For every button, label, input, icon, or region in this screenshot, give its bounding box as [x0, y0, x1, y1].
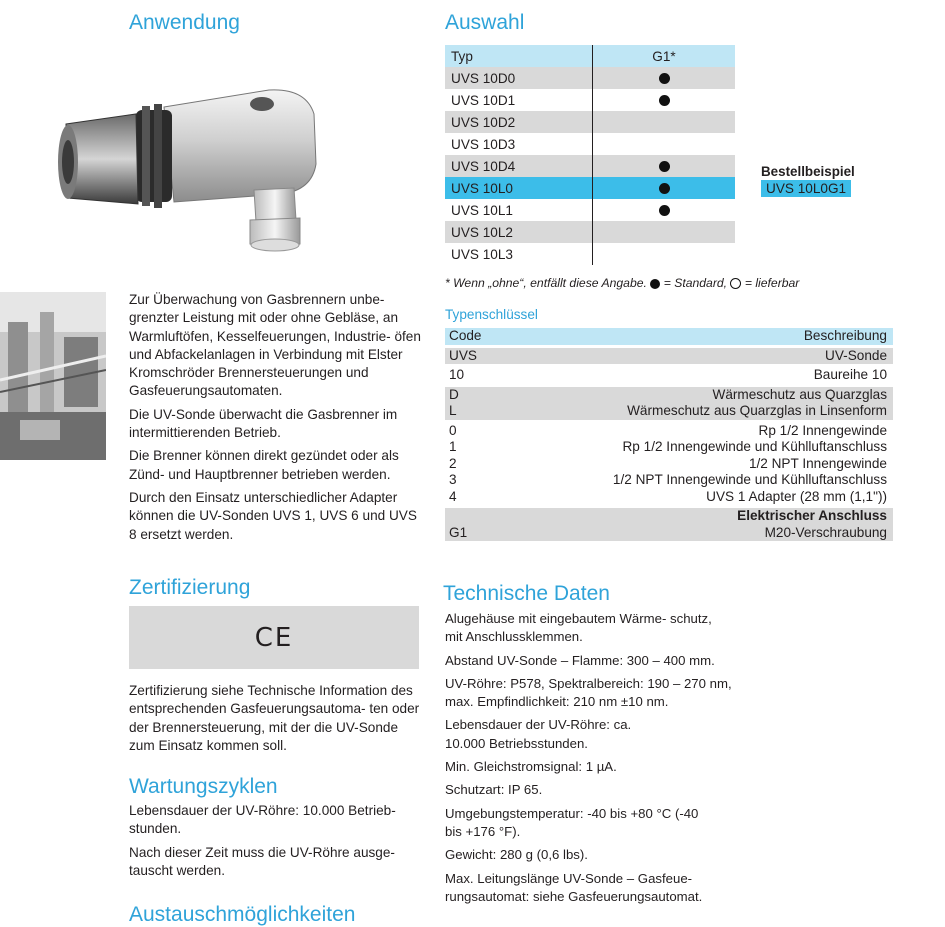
typ-cell: UVS 10D1	[445, 89, 593, 111]
code-cell: 4	[449, 488, 457, 504]
typ-row	[445, 489, 893, 506]
tech-paragraph: Alugehäuse mit eingebautem Wärme- schutz, mit Anschlussklemmen.	[445, 611, 712, 645]
standard-dot-icon	[659, 183, 670, 194]
typ-cell: UVS 10L3	[445, 243, 593, 265]
ce-mark: CE	[254, 622, 294, 653]
wartung-paragraph-1: Lebensdauer der UV-Röhre: 10.000 Betrieb- stunden.	[129, 803, 396, 837]
wartungszyklen-heading: Wartungszyklen	[129, 775, 278, 798]
standard-dot-icon	[659, 205, 670, 216]
desc-cell: Wärmeschutz aus Quarzglas in Linsenform	[627, 403, 887, 418]
code-cell: L	[449, 403, 457, 418]
bestellbeispiel-value: UVS 10L0G1	[761, 180, 851, 197]
g1-cell	[593, 199, 736, 221]
industrial-plant-photo	[0, 292, 106, 460]
g1-cell	[593, 67, 736, 89]
technische-daten-heading: Technische Daten	[443, 582, 610, 605]
desc-cell: UVS 1 Adapter (28 mm (1,1"))	[706, 488, 887, 504]
anwendung-paragraph-3: Die Brenner können direkt gezündet oder als Zünd- und Hauptbrenner betrieben werden.	[129, 448, 399, 482]
auswahl-row	[445, 155, 735, 177]
typ-cell: UVS 10L1	[445, 199, 593, 221]
auswahl-row	[445, 111, 735, 133]
auswahl-row	[445, 243, 735, 265]
bestellbeispiel-title: Bestellbeispiel	[761, 164, 855, 179]
ce-certificate-box	[129, 606, 419, 669]
tech-paragraph: Min. Gleichstromsignal: 1 µA.	[445, 759, 617, 775]
zertifizierung-heading: Zertifizierung	[129, 576, 251, 599]
standard-dot-icon	[659, 161, 670, 172]
footnote-text-a: * Wenn „ohne“, entfällt diese Angabe.	[445, 276, 647, 290]
standard-dot-icon	[650, 279, 660, 289]
code-cell: 2	[449, 455, 457, 471]
typ-header-row	[445, 328, 893, 345]
g1-cell	[593, 133, 736, 155]
auswahl-row	[445, 221, 735, 243]
desc-cell: 1/2 NPT Innengewinde	[748, 455, 887, 471]
tech-paragraph: Gewicht: 280 g (0,6 lbs).	[445, 847, 588, 863]
typ-row	[445, 367, 893, 384]
available-ring-icon	[730, 278, 741, 289]
auswahl-header-row	[445, 45, 735, 67]
anwendung-paragraph-2: Die UV-Sonde überwacht die Gasbrenner im intermittierenden Betrieb.	[129, 406, 398, 441]
g1-cell	[593, 221, 736, 243]
typ-cell: UVS 10D2	[445, 111, 593, 133]
desc-cell: Rp 1/2 Innengewinde und Kühlluftanschluss	[622, 439, 887, 454]
col-typ-header: Typ	[445, 45, 593, 67]
tech-paragraph: UV-Röhre: P578, Spektralbereich: 190 – 270 nm, max. Empfindlichkeit: 210 nm ±10 nm.	[445, 675, 732, 710]
typ-row	[445, 472, 893, 489]
auswahl-row	[445, 89, 735, 111]
uv-probe-product-image	[44, 52, 334, 257]
typ-row	[445, 456, 893, 473]
desc-cell: UV-Sonde	[825, 347, 887, 363]
code-cell: 3	[449, 472, 457, 487]
g1-cell	[593, 243, 736, 265]
typ-cell: UVS 10L2	[445, 221, 593, 243]
wartung-paragraph-2: Nach dieser Zeit muss die UV-Röhre ausge- tauscht werden.	[129, 844, 395, 878]
anwendung-heading: Anwendung	[129, 11, 240, 34]
g1-cell	[593, 155, 736, 177]
auswahl-table	[445, 45, 735, 265]
code-cell: 0	[449, 422, 457, 438]
anwendung-paragraph-4: Durch den Einsatz unterschiedlicher Adapter können die UV-Sonden UVS 1, UVS 6 und UVS 8 ersetzt werden.	[129, 489, 417, 542]
desc-cell: Wärmeschutz aus Quarzglas	[712, 386, 887, 402]
standard-dot-icon	[659, 95, 670, 106]
code-cell: 10	[449, 367, 465, 382]
auswahl-footnote	[445, 276, 799, 290]
code-header: Code	[449, 328, 482, 343]
typ-row	[445, 348, 893, 365]
standard-dot-icon	[659, 73, 670, 84]
elektrischer-anschluss-heading: Elektrischer Anschluss	[737, 508, 887, 523]
typ-cell: UVS 10D3	[445, 133, 593, 155]
zertifizierung-text: Zertifizierung siehe Technische Information des entsprechenden Gasfeuerungsautoma- ten oder der Brennersteuerung, mit der die UV-Sonde zum Einsatz kommen soll.	[129, 683, 420, 753]
code-cell: UVS	[449, 347, 477, 363]
typ-row	[445, 403, 893, 420]
typ-row	[445, 525, 893, 542]
desc-cell: Baureihe 10	[813, 367, 887, 382]
typ-row	[445, 508, 893, 525]
tech-paragraph: Max. Leitungslänge UV-Sonde – Gasfeue- rungsautomat: siehe Gasfeuerungsautomat.	[445, 870, 703, 904]
tech-paragraph: Lebensdauer der UV-Röhre: ca. 10.000 Betriebsstunden.	[445, 717, 632, 751]
typ-cell: UVS 10D0	[445, 67, 593, 89]
desc-cell: M20-Verschraubung	[764, 524, 887, 540]
desc-header: Beschreibung	[803, 328, 887, 343]
desc-cell: 1/2 NPT Innengewinde und Kühlluftanschluss	[612, 472, 887, 487]
tech-paragraph: Schutzart: IP 65.	[445, 782, 543, 798]
typ-cell: UVS 10D4	[445, 155, 593, 177]
footnote-text-c: = lieferbar	[744, 276, 800, 290]
code-cell: 1	[449, 439, 457, 454]
code-cell: G1	[449, 524, 468, 540]
typ-cell: UVS 10L0	[445, 177, 593, 199]
tech-paragraph: Umgebungstemperatur: -40 bis +80 °C (-40 bis +176 °F).	[445, 805, 699, 839]
desc-cell	[737, 508, 887, 525]
g1-cell	[593, 177, 736, 199]
auswahl-heading: Auswahl	[445, 11, 525, 34]
g1-cell	[593, 111, 736, 133]
code-cell: D	[449, 386, 459, 402]
typenschluessel-title: Typenschlüssel	[445, 307, 538, 322]
auswahl-row-selected	[445, 177, 735, 199]
auswahl-row	[445, 67, 735, 89]
typenschluessel-table	[445, 328, 893, 541]
austausch-heading: Austauschmöglichkeiten	[129, 903, 356, 926]
auswahl-row	[445, 199, 735, 221]
col-g1-header: G1*	[593, 45, 736, 67]
auswahl-row	[445, 133, 735, 155]
footnote-text-b: = Standard,	[663, 276, 728, 290]
typ-row	[445, 439, 893, 456]
typ-row	[445, 387, 893, 404]
tech-paragraph: Abstand UV-Sonde – Flamme: 300 – 400 mm.	[445, 652, 715, 668]
g1-cell	[593, 89, 736, 111]
anwendung-paragraph-1: Zur Überwachung von Gasbrennern unbe- grenzter Leistung mit oder ohne Gebläse, an Warmluftöfen, Kesselfeuerungen, Industrie- öfen und Abfackelanlagen in Verbindung mit Elster Kromschröder Brennersteuerungen und Gasfeuerungsautomaten.	[129, 292, 421, 399]
typ-row	[445, 423, 893, 440]
desc-cell: Rp 1/2 Innengewinde	[758, 422, 887, 438]
